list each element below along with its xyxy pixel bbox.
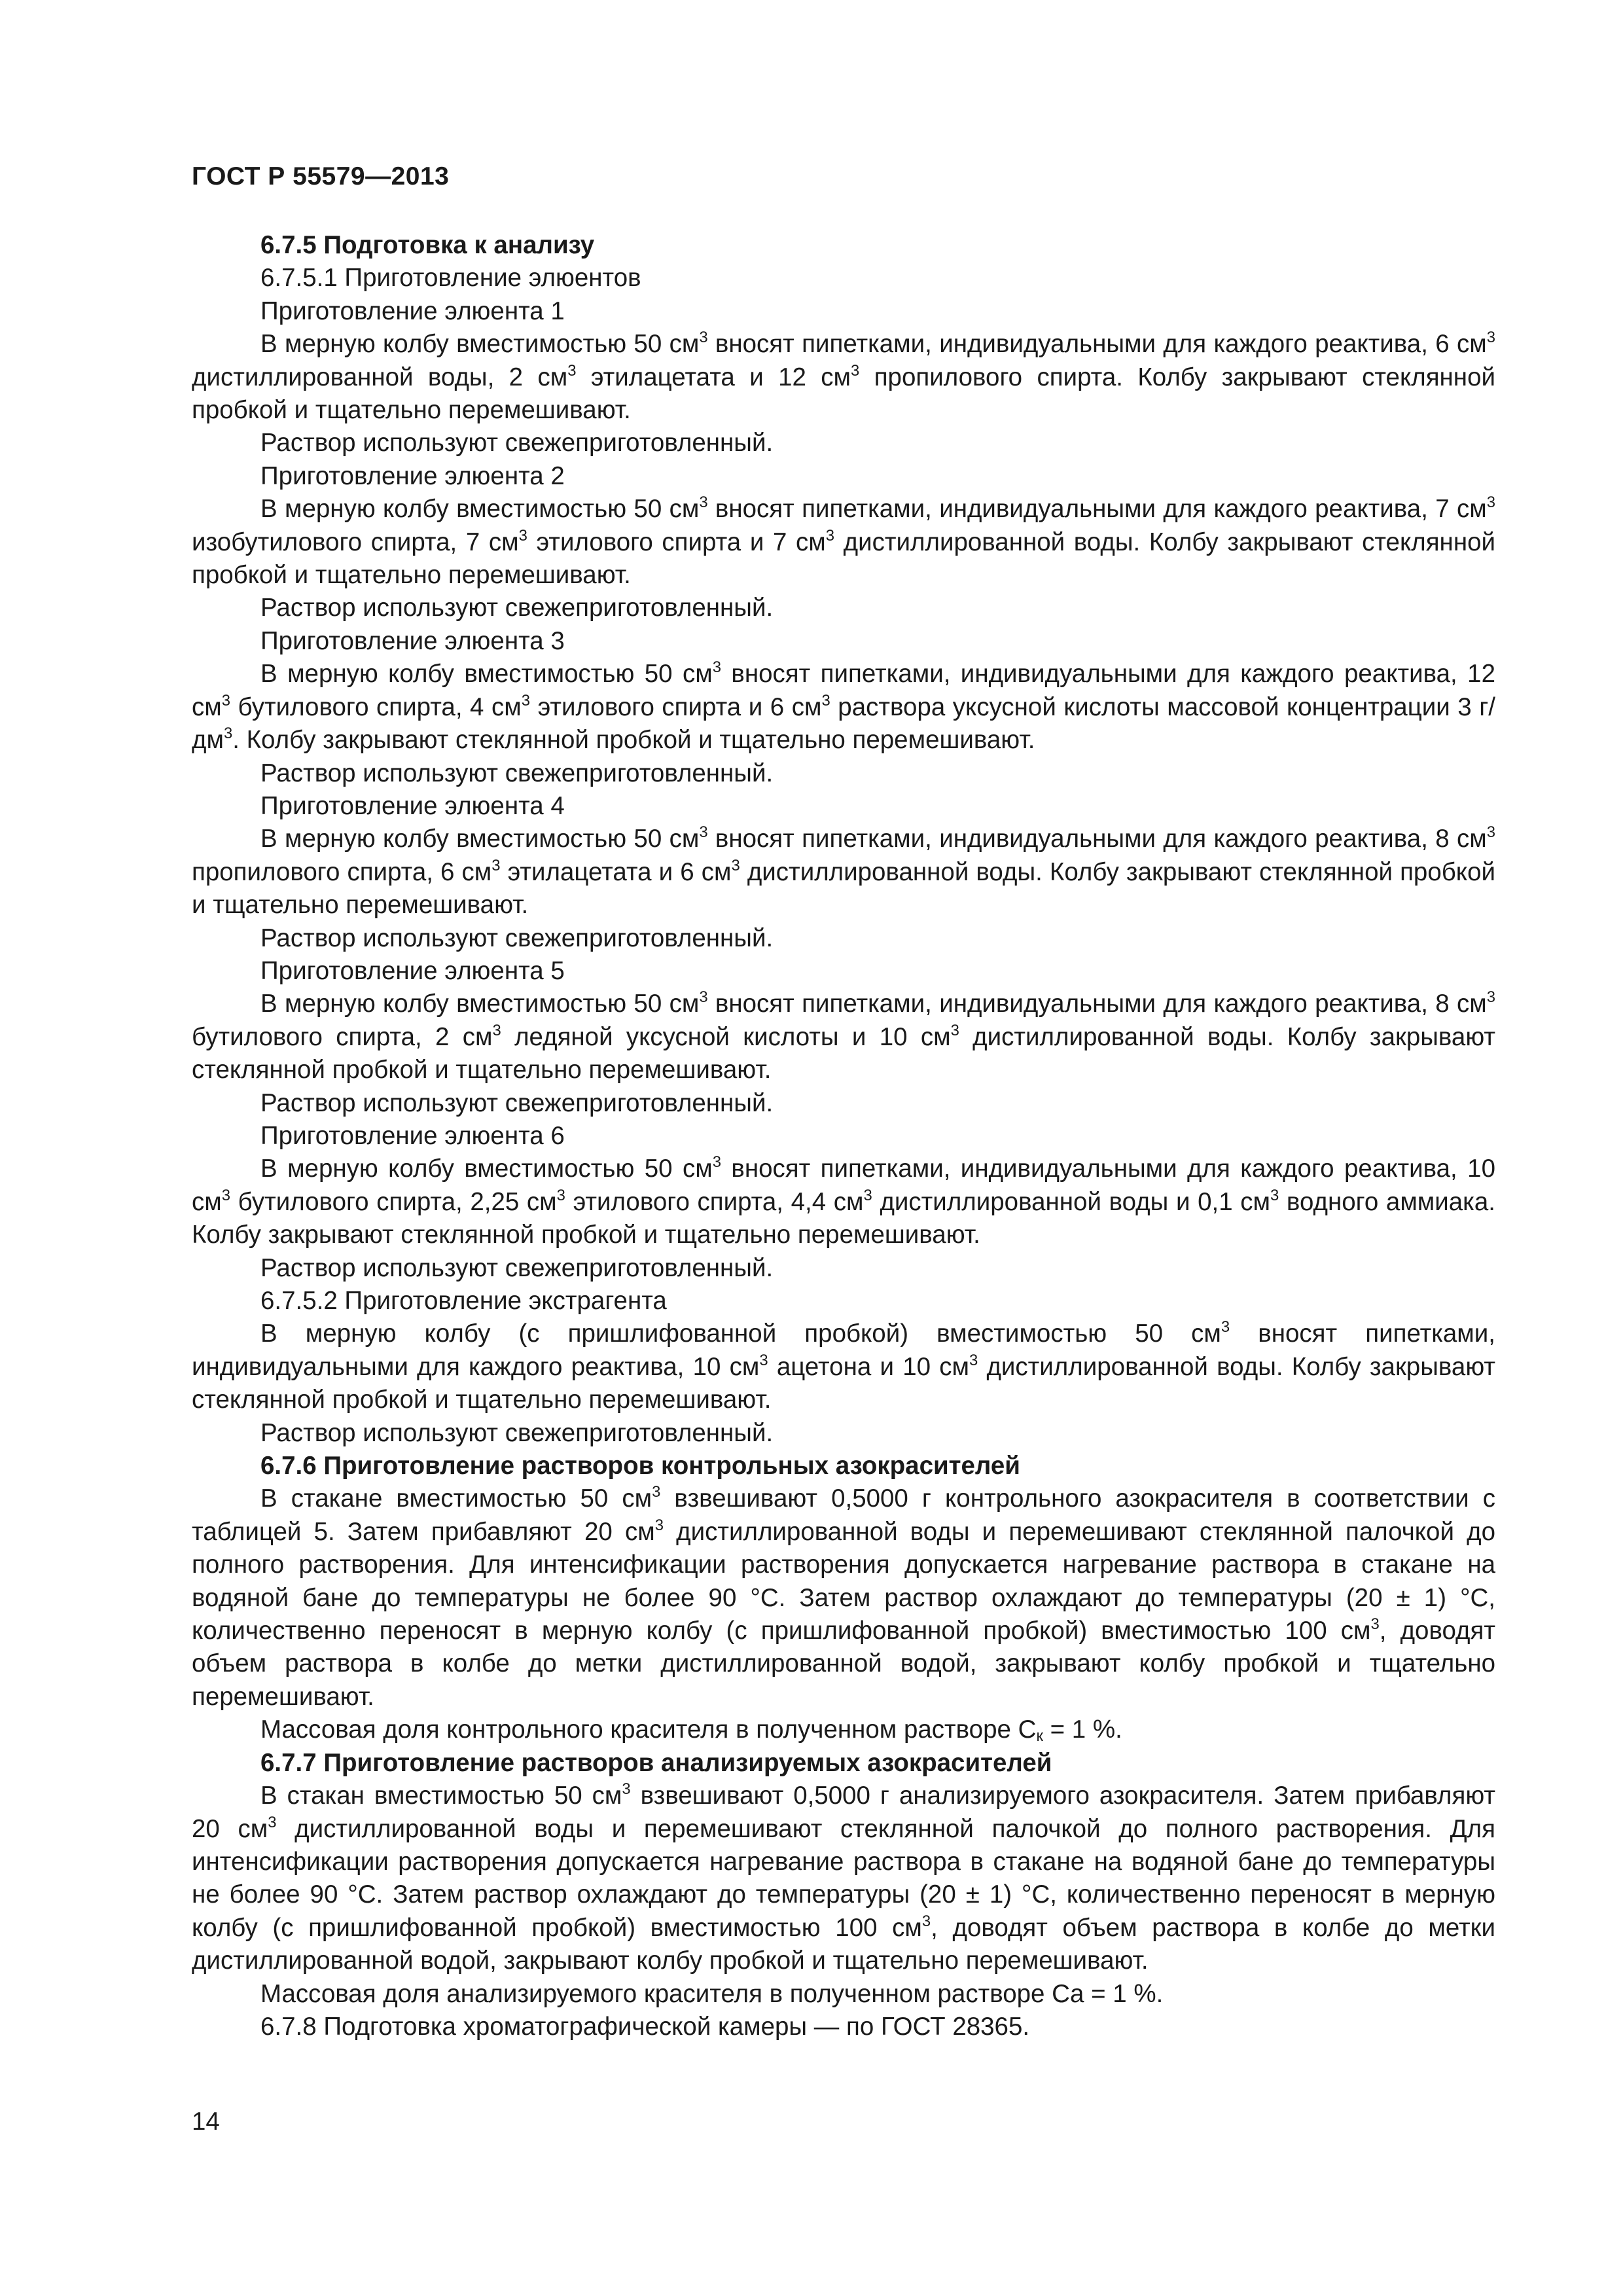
section-heading: 6.7.5 Подготовка к анализу (260, 231, 595, 259)
paragraph: 6.7.5.2 Приготовление экстрагента (260, 1287, 667, 1315)
paragraph: Раствор используют свежеприготовленный. (260, 594, 774, 622)
paragraph: Раствор используют свежеприготовленный. (260, 1088, 774, 1117)
paragraph: Раствор используют свежеприготовленный. (260, 429, 774, 457)
paragraph: Приготовление элюента 1 (260, 296, 565, 325)
paragraph: Раствор используют свежеприготовленный. (260, 1253, 774, 1282)
paragraph: В мерную колбу вместимостью 50 $см^3$ вносят пипетками, индивидуальными для каждого реактива, 8 $см^3$ пропилового спирта, 6 $см^3$ этилацетата и 6 $см^3$ дистиллированной воды. Колбу закрывают стеклянной пробкой и тщательно перемешивают. (192, 823, 1495, 920)
section-heading: 6.7.6 Приготовление растворов контрольных азокрасителей (260, 1452, 1020, 1480)
paragraph: Раствор используют свежеприготовленный. (260, 759, 774, 787)
paragraph: В стакан вместимостью 50 $см^3$ взвешивают 0,5000 г анализируемого азокрасителя. Затем прибавляют 20 $см^3$ дистиллированной воды и перемешивают стеклянной палочкой до полного растворения. Для интенсификации растворения допускается нагревание раствора в стакане на водяной бане до температуры не более 90 °С. Затем раствор охлаждают до температуры (20 ± 1) °С, количественно переносят в мерную колбу (с пришлифованной пробкой) вместимостью 100 $см^3$, доводят объем раствора в колбе до метки дистиллированной водой, закрывают колбу пробкой и тщательно перемешивают. (192, 1780, 1496, 1975)
paragraph: Приготовление элюента 6 (260, 1121, 565, 1150)
paragraph: В мерную колбу вместимостью 50 $см^3$ вносят пипетками, индивидуальными для каждого реактива, 8 $см^3$ бутилового спирта, 2 $см^3$ ледяной уксусной кислоты и 10 $см^3$ дистиллированной воды. Колбу закрывают стеклянной пробкой и тщательно перемешивают. (192, 988, 1495, 1085)
paragraph: Раствор используют свежеприготовленный. (260, 924, 774, 952)
paragraph: Приготовление элюента 2 (260, 461, 565, 490)
paragraph: Приготовление элюента 3 (260, 626, 565, 655)
paragraph: Приготовление элюента 5 (260, 956, 565, 985)
paragraph: В мерную колбу (с пришлифованной пробкой) вместимостью 50 $см^3$ вносят пипетками, индивидуальными для каждого реактива, 10 $см^3$ ацетона и 10 $см^3$ дистиллированной воды. Колбу закрывают стеклянной пробкой и тщательно перемешивают. (192, 1318, 1495, 1414)
section-heading: 6.7.7 Приготовление растворов анализируемых азокрасителей (260, 1748, 1052, 1777)
document-header: ГОСТ Р 55579—2013 (192, 162, 450, 190)
paragraph: В мерную колбу вместимостью 50 $см^3$ вносят пипетками, индивидуальными для каждого реактива, 7 $см^3$ изобутилового спирта, 7 $см^3$ этилового спирта и 7 $см^3$ дистиллированной воды. Колбу закрывают стеклянной пробкой и тщательно перемешивают. (192, 493, 1495, 590)
paragraph: В мерную колбу вместимостью 50 $см^3$ вносят пипетками, индивидуальными для каждого реактива, 6 $см^3$ дистиллированной воды, 2 $см^3$ этилацетата и 12 $см^3$ пропилового спирта. Колбу закрывают стеклянной пробкой и тщательно перемешивают. (192, 329, 1495, 425)
paragraph: Приготовление элюента 4 (260, 791, 565, 820)
paragraph: 6.7.5.1 Приготовление элюентов (260, 264, 641, 293)
paragraph: Массовая доля анализируемого красителя в полученном растворе Cа = 1 %. (260, 1979, 1164, 2008)
paragraph: Массовая доля контрольного красителя в полученном растворе $C_к = 1$ %. (260, 1715, 1122, 1746)
paragraph: 6.7.8 Подготовка хроматографической камеры — по ГОСТ 28365. (260, 2012, 1030, 2041)
paragraph: Раствор используют свежеприготовленный. (260, 1418, 774, 1447)
page-number: 14 (192, 2108, 220, 2136)
paragraph: В стакане вместимостью 50 $см^3$ взвешивают 0,5000 г контрольного азокрасителя в соответствии с таблицей 5. Затем прибавляют 20 $см^3$ дистиллированной воды и перемешивают стеклянной палочкой до полного растворения. Для интенсификации растворения допускается нагревание раствора в стакане на водяной бане до температуры не более 90 °С. Затем раствор охлаждают до температуры (20 ± 1) °С, количественно переносят в мерную колбу (с пришлифованной пробкой) вместимостью 100 $см^3$, доводят объем раствора в колбе до метки дистиллированной водой, закрывают колбу пробкой и тщательно перемешивают. (192, 1483, 1495, 1711)
paragraph: В мерную колбу вместимостью 50 $см^3$ вносят пипетками, индивидуальными для каждого реактива, 10 $см^3$ бутилового спирта, 2,25 $см^3$ этилового спирта, 4,4 $см^3$ дистиллированной воды и 0,1 $см^3$ водного аммиака. Колбу закрывают стеклянной пробкой и тщательно перемешивают. (192, 1153, 1495, 1249)
paragraph: В мерную колбу вместимостью 50 $см^3$ вносят пипетками, индивидуальными для каждого реактива, 12 $см^3$ бутилового спирта, 4 $см^3$ этилового спирта и 6 $см^3$ раствора уксусной кислоты массовой концентрации 3 $г/дм^3$. Колбу закрывают стеклянной пробкой и тщательно перемешивают. (192, 658, 1495, 755)
document-body (192, 229, 1495, 2043)
